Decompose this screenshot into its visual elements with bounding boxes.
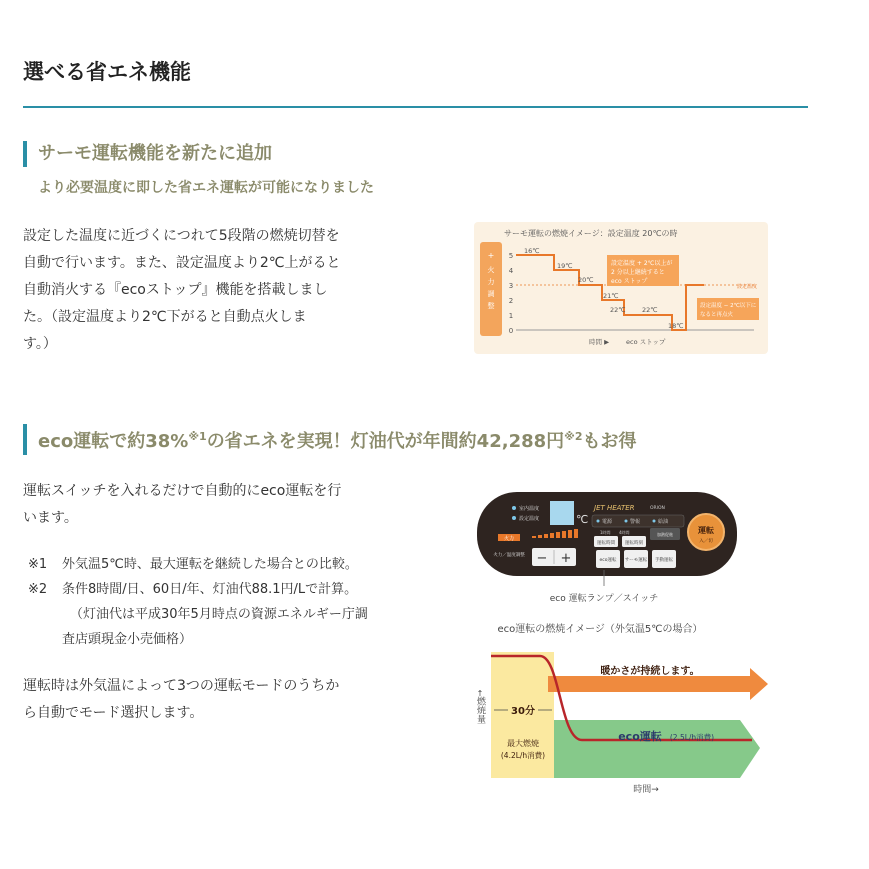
footnote-ref: ※1 — [188, 430, 207, 443]
section2-body-line: います。 — [23, 510, 78, 526]
burn-chart-title: eco運転の燃焼イメージ（外気温5℃の場合） — [497, 624, 703, 635]
indicator-label: 設定温度 — [519, 516, 540, 522]
section2-body-line: 運転時は外気温によって3つの運転モードのうちか — [23, 678, 340, 694]
section2-body-line: 運転スイッチを入れるだけで自動的にeco運転を行 — [23, 483, 342, 499]
temp-label: 21℃ — [603, 292, 619, 300]
indicator-lamp — [512, 516, 516, 520]
indicator-lamp — [512, 506, 516, 510]
temp-label: 22℃ — [610, 306, 626, 314]
fire-level-icon: 力 — [487, 278, 495, 286]
button-label: 手動運転 — [655, 558, 673, 563]
status-lamp — [653, 520, 656, 523]
status-label: 警報 — [630, 519, 641, 525]
y-axis-label: 燃焼量 — [475, 696, 485, 724]
button-label: eco運転 — [599, 558, 617, 563]
footnote-mark: ※2 — [28, 582, 48, 597]
callout-line: なると再点火 — [700, 312, 734, 318]
warm-label: 暖かさが持続します。 — [600, 666, 700, 677]
thermo-burn-figure — [474, 222, 768, 354]
section1-subheading: より必要温度に即した省エネ運転が可能になりました — [38, 180, 374, 196]
timer-label: 4時間 — [619, 530, 630, 535]
eco-run-rate: (2.5L/h消費) — [669, 733, 715, 742]
fire-level-label: 火力 — [503, 536, 515, 542]
footnote-text: 外気温5℃時、最大運転を継続した場合との比較。 — [62, 557, 358, 572]
run-button-label: 運転 — [698, 526, 714, 535]
temperature-display — [550, 501, 574, 525]
footnote-mark: ※1 — [28, 557, 48, 572]
callout-line: 設定温度 + 2℃以上が — [611, 260, 673, 267]
maker-logo: ORION — [650, 506, 665, 511]
footnotes — [28, 552, 408, 652]
footnote-text: 条件8時間/日、60日/年、灯油代88.1円/Lで計算。 — [62, 582, 358, 597]
y-tick-label: 0 — [508, 327, 514, 335]
footnote-continuation: 査店頭現金小売価格） — [62, 632, 193, 647]
button-label: 加熱促進 — [657, 532, 673, 537]
section1-heading: サーモ運転機能を新たに追加 — [23, 141, 272, 167]
section2-body-line: ら自動でモード選択します。 — [23, 705, 204, 721]
section1-body — [23, 223, 403, 358]
section1-body-line: た。（設定温度より2℃下がると自動点火しま — [23, 309, 307, 325]
thermo-figure-background — [474, 222, 768, 354]
footnote-ref: ※2 — [564, 430, 583, 443]
thirty-min-label: 30分 — [511, 706, 535, 717]
fire-level-icon: + — [487, 251, 495, 260]
section2-heading — [23, 424, 637, 455]
button-label: 運転時間 — [597, 541, 615, 546]
section2-heading-part: もお得 — [582, 431, 637, 452]
callout-line: eco ストップ — [611, 278, 648, 285]
status-lamp — [625, 520, 628, 523]
minus-button[interactable]: − — [536, 551, 548, 566]
control-panel-figure — [476, 490, 740, 606]
eco-run-label: eco運転 — [618, 730, 662, 743]
button-label: サーモ運転 — [624, 558, 648, 563]
temp-label: 19℃ — [557, 262, 573, 270]
section1-body-line: 自動で行います。また、設定温度より2℃上がると — [23, 255, 341, 271]
button-label: 運転時刻 — [625, 541, 643, 546]
plus-button[interactable]: + — [560, 551, 572, 566]
section1-body-line: す。） — [23, 336, 57, 352]
y-tick-label: 5 — [508, 252, 514, 260]
fire-level-icon: 火 — [487, 266, 495, 274]
title-divider — [23, 106, 808, 108]
y-tick-label: 4 — [508, 267, 514, 275]
callout-line: 2 分以上継続すると — [611, 269, 665, 276]
status-label: 電源 — [602, 519, 613, 525]
setpoint-label: 設定温度 — [737, 284, 758, 290]
x-axis-label: 時間 ▶ — [589, 338, 610, 346]
eco-stop-label: eco ストップ — [626, 338, 666, 346]
y-tick-label: 1 — [508, 312, 514, 320]
section1-body-line: 自動消火する『ecoストップ』機能を搭載しまし — [23, 282, 328, 298]
section2-heading-part: eco運転で約38% — [38, 431, 189, 452]
section1-body-line: 設定した温度に近づくにつれて5段階の燃焼切替を — [23, 228, 340, 244]
indicator-label: 室内温度 — [519, 506, 540, 512]
temperature-unit: ℃ — [576, 513, 589, 526]
callout-line: 設定温度 − 2℃以下に — [700, 303, 757, 309]
panel-caption: eco 運転ランプ／スイッチ — [549, 594, 659, 604]
brand-logo: JET HEATER — [594, 504, 635, 512]
footnote-item — [28, 552, 408, 577]
eco-burn-figure — [470, 618, 780, 800]
status-lamp — [597, 520, 600, 523]
footnote-continuation: （灯油代は平成30年5月時点の資源エネルギー庁調 — [70, 607, 368, 622]
max-burn-label: 最大燃焼 — [507, 739, 539, 748]
status-label: 給油 — [658, 519, 669, 525]
y-axis-arrow: ↑ — [476, 689, 484, 698]
page-title: 選べる省エネ機能 — [23, 60, 191, 84]
section2-body2 — [23, 673, 403, 727]
adjust-label: 火力／温度調整 — [493, 553, 525, 558]
temp-label: 18℃ — [668, 322, 684, 330]
section2-heading-part: の省エネを実現！灯油代が年間約42,288円 — [206, 431, 565, 452]
x-axis-label: 時間→ — [633, 785, 659, 795]
fire-level-icon: 調 — [487, 290, 495, 298]
temp-label: 20℃ — [578, 276, 594, 284]
temp-label: 22℃ — [642, 306, 658, 314]
thermo-figure-title: サーモ運転の燃焼イメージ：設定温度 20℃の時 — [504, 229, 678, 238]
footnote-item — [28, 577, 408, 602]
timer-label: 1時間 — [600, 530, 611, 535]
section2-body1 — [23, 478, 403, 532]
run-button-sublabel: 入／切 — [699, 539, 713, 544]
fire-level-icon: 整 — [487, 302, 495, 310]
max-burn-rate: (4.2L/h消費) — [500, 751, 546, 760]
temp-label: 16℃ — [524, 247, 540, 255]
y-tick-label: 3 — [508, 282, 514, 290]
eco-run-zone — [554, 720, 760, 778]
y-tick-label: 2 — [508, 297, 514, 305]
